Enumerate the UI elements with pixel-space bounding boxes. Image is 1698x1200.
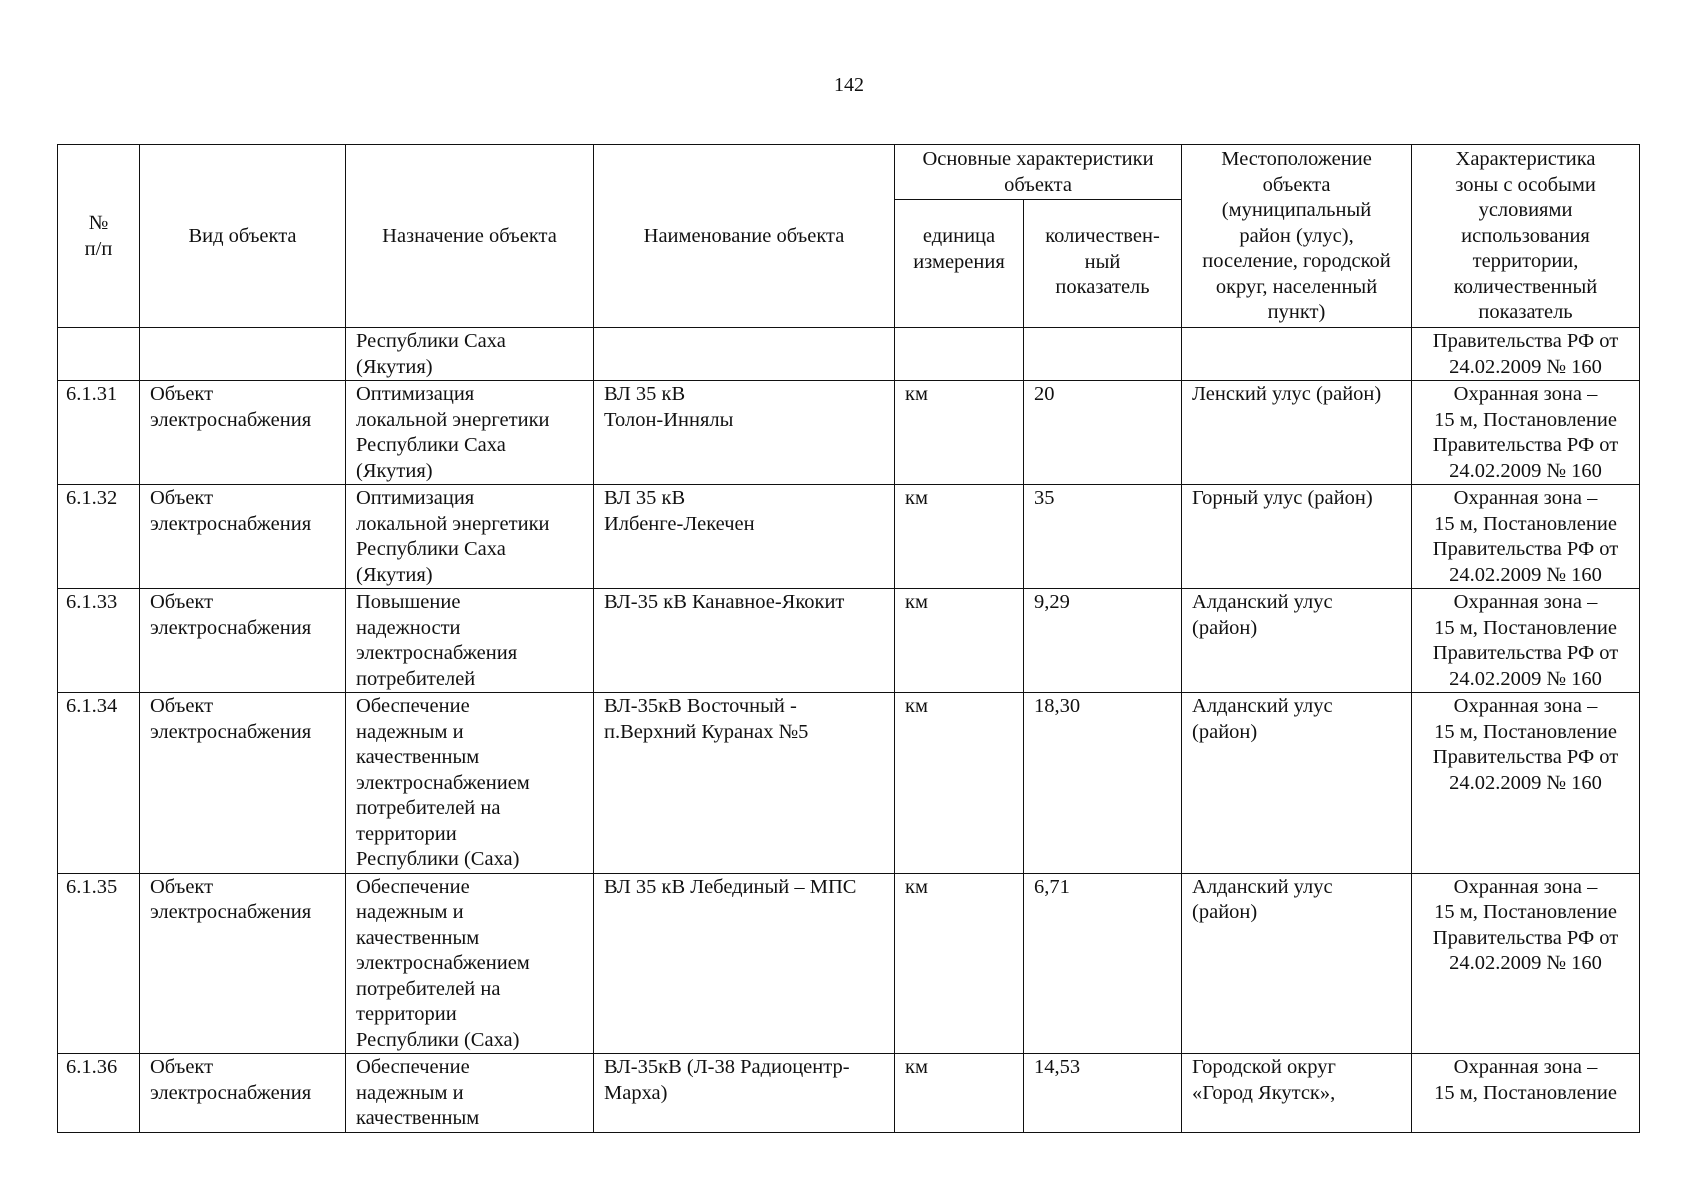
row-zone: Охранная зона – 15 м, Постановление Правительства РФ от 24.02.2009 № 160	[1412, 873, 1640, 1054]
row-zone: Правительства РФ от 24.02.2009 № 160	[1412, 328, 1640, 381]
row-object-type: Объект электроснабжения	[140, 589, 346, 693]
row-zone: Охранная зона – 15 м, Постановление Правительства РФ от 24.02.2009 № 160	[1412, 693, 1640, 874]
table-row	[58, 873, 1640, 1054]
row-object-type: Объект электроснабжения	[140, 1054, 346, 1133]
table-row	[58, 485, 1640, 589]
table-body	[58, 328, 1640, 1133]
row-location: Алданский улус (район)	[1182, 589, 1412, 693]
table-row	[58, 1054, 1640, 1133]
row-object-type: Объект электроснабжения	[140, 381, 346, 485]
row-number: 6.1.36	[58, 1054, 140, 1133]
row-name: ВЛ-35кВ Восточный - п.Верхний Куранах №5	[594, 693, 895, 874]
page-number: 142	[834, 74, 864, 96]
header-purpose: Назначение объекта	[346, 145, 594, 328]
row-object-type: Объект электроснабжения	[140, 693, 346, 874]
row-location: Горный улус (район)	[1182, 485, 1412, 589]
row-unit: км	[895, 693, 1024, 874]
row-unit: км	[895, 873, 1024, 1054]
row-name: ВЛ-35 кВ Канавное-Якокит	[594, 589, 895, 693]
row-unit	[895, 328, 1024, 381]
row-unit: км	[895, 381, 1024, 485]
row-object-type: Объект электроснабжения	[140, 485, 346, 589]
row-number: 6.1.34	[58, 693, 140, 874]
row-location	[1182, 328, 1412, 381]
row-zone: Охранная зона – 15 м, Постановление	[1412, 1054, 1640, 1133]
row-object-type	[140, 328, 346, 381]
header-unit: единица измерения	[895, 200, 1024, 328]
row-zone: Охранная зона – 15 м, Постановление Правительства РФ от 24.02.2009 № 160	[1412, 381, 1640, 485]
row-location: Алданский улус (район)	[1182, 873, 1412, 1054]
table-header	[58, 145, 1640, 328]
row-name	[594, 328, 895, 381]
row-quantity	[1024, 328, 1182, 381]
row-zone: Охранная зона – 15 м, Постановление Правительства РФ от 24.02.2009 № 160	[1412, 589, 1640, 693]
row-object-type: Объект электроснабжения	[140, 873, 346, 1054]
row-unit: км	[895, 1054, 1024, 1133]
row-quantity: 9,29	[1024, 589, 1182, 693]
row-purpose: Республики Саха (Якутия)	[346, 328, 594, 381]
row-name: ВЛ 35 кВ Илбенге-Лекечен	[594, 485, 895, 589]
row-number: 6.1.32	[58, 485, 140, 589]
row-quantity: 18,30	[1024, 693, 1182, 874]
header-object-type: Вид объекта	[140, 145, 346, 328]
header-characteristics: Основные характеристики объекта	[895, 145, 1182, 200]
table-row	[58, 381, 1640, 485]
row-quantity: 14,53	[1024, 1054, 1182, 1133]
row-purpose: Повышение надежности электроснабжения потребителей	[346, 589, 594, 693]
row-name: ВЛ 35 кВ Лебединый – МПС	[594, 873, 895, 1054]
row-quantity: 6,71	[1024, 873, 1182, 1054]
row-number	[58, 328, 140, 381]
header-location: Местоположение объекта (муниципальный район (улус), поселение, городской округ, населенный пункт)	[1182, 145, 1412, 328]
row-purpose: Обеспечение надежным и качественным электроснабжением потребителей на территории Республики (Саха)	[346, 873, 594, 1054]
row-location: Ленский улус (район)	[1182, 381, 1412, 485]
table-row	[58, 328, 1640, 381]
objects-table	[57, 144, 1640, 1133]
row-quantity: 20	[1024, 381, 1182, 485]
row-number: 6.1.31	[58, 381, 140, 485]
row-purpose: Оптимизация локальной энергетики Республики Саха (Якутия)	[346, 485, 594, 589]
table-row	[58, 589, 1640, 693]
header-zone: Характеристика зоны с особыми условиями использования территории, количественный показатель	[1412, 145, 1640, 328]
row-number: 6.1.35	[58, 873, 140, 1054]
table-row	[58, 693, 1640, 874]
row-name: ВЛ-35кВ (Л-38 Радиоцентр- Марха)	[594, 1054, 895, 1133]
row-name: ВЛ 35 кВ Толон-Иннялы	[594, 381, 895, 485]
row-number: 6.1.33	[58, 589, 140, 693]
row-location: Городской округ «Город Якутск»,	[1182, 1054, 1412, 1133]
row-location: Алданский улус (район)	[1182, 693, 1412, 874]
row-unit: км	[895, 485, 1024, 589]
header-number: № п/п	[58, 145, 140, 328]
row-purpose: Обеспечение надежным и качественным	[346, 1054, 594, 1133]
row-quantity: 35	[1024, 485, 1182, 589]
header-name: Наименование объекта	[594, 145, 895, 328]
header-quantity: количествен- ный показатель	[1024, 200, 1182, 328]
row-zone: Охранная зона – 15 м, Постановление Правительства РФ от 24.02.2009 № 160	[1412, 485, 1640, 589]
row-unit: км	[895, 589, 1024, 693]
row-purpose: Обеспечение надежным и качественным электроснабжением потребителей на территории Республики (Саха)	[346, 693, 594, 874]
row-purpose: Оптимизация локальной энергетики Республики Саха (Якутия)	[346, 381, 594, 485]
